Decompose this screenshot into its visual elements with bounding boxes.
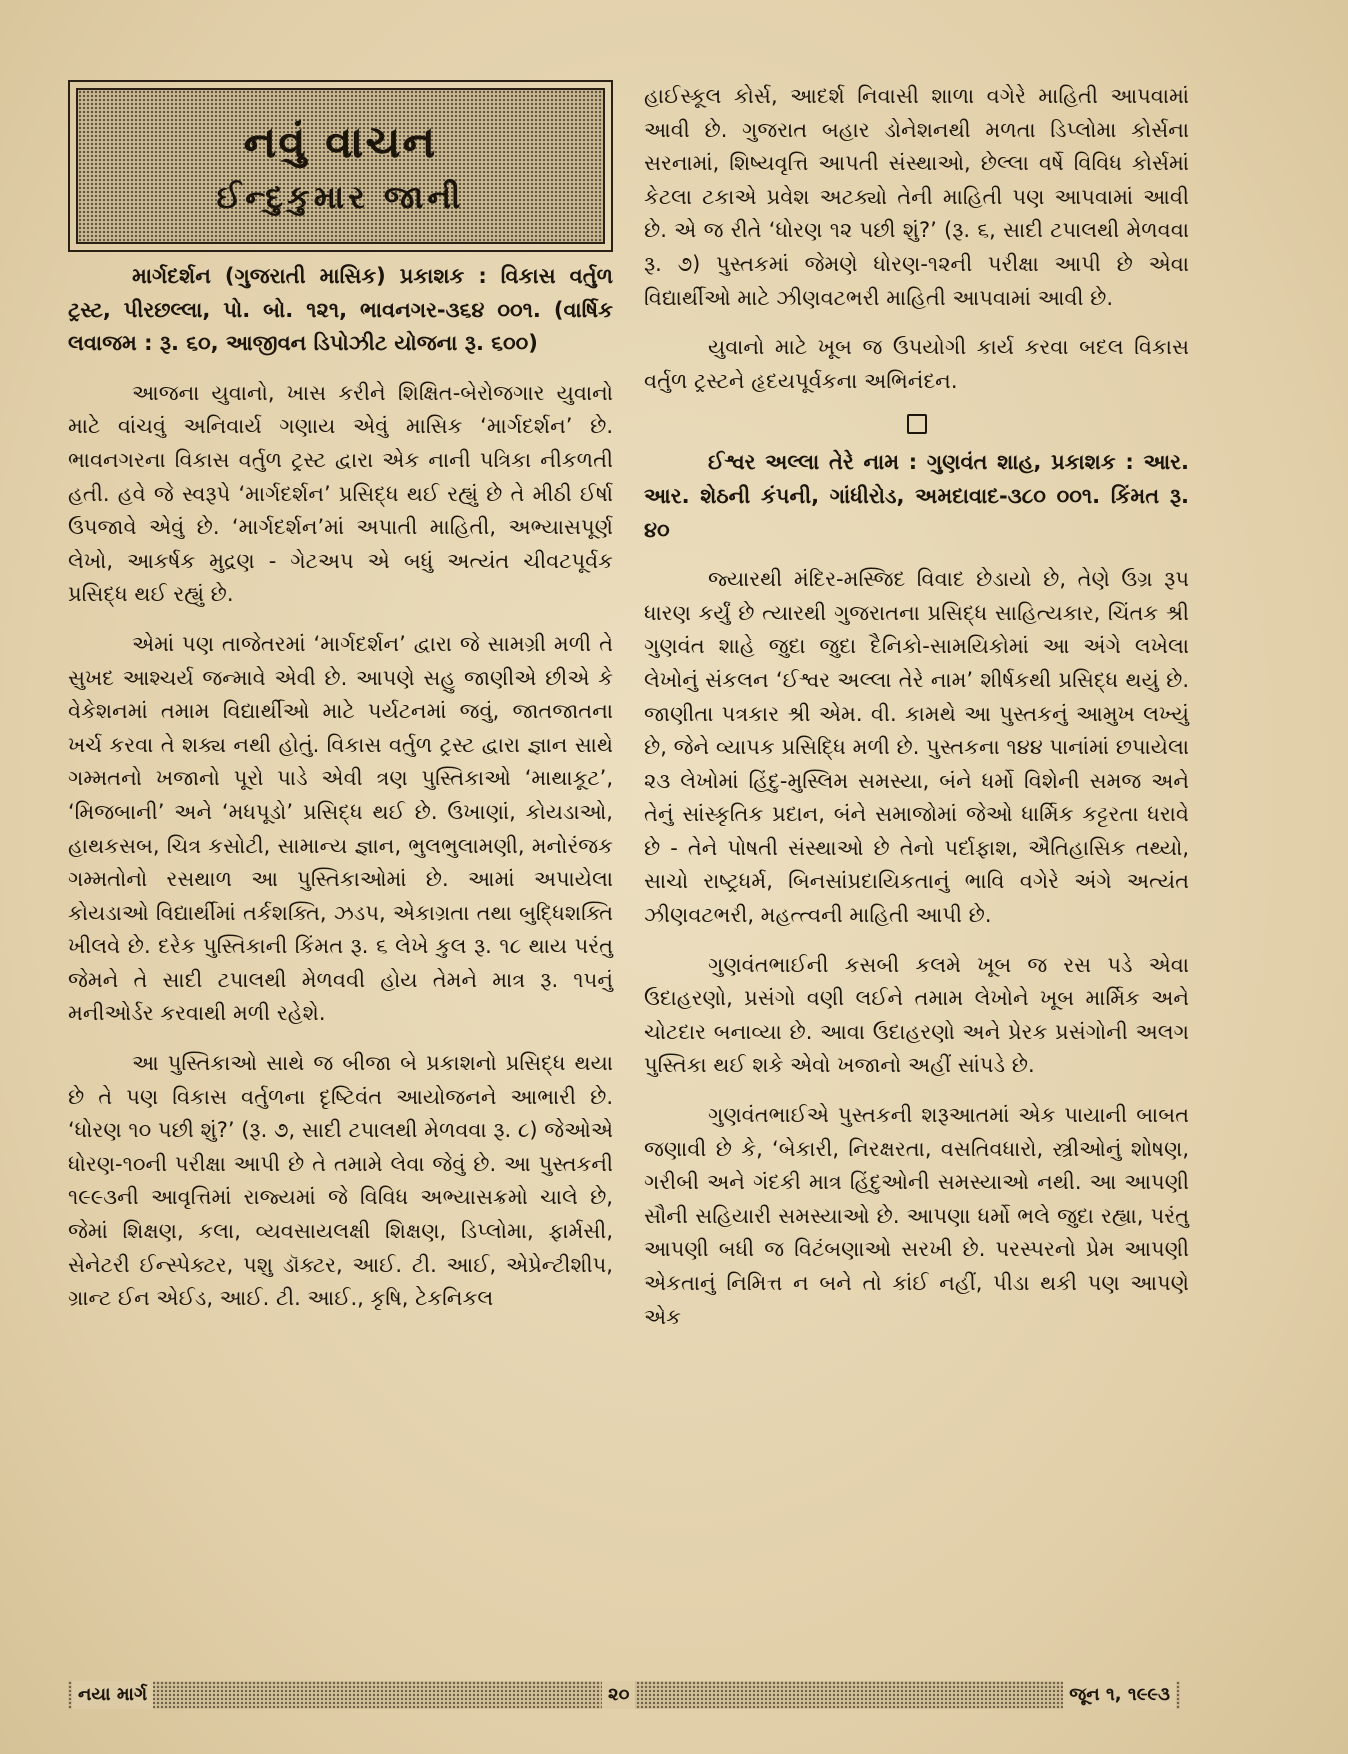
review1-heading: માર્ગદર્શન (ગુજરાતી માસિક) પ્રકાશક : વિકાસ વર્તુળ ટ્રસ્ટ, પીરછલ્લા, પો. બો. ૧૨૧, ભાવનગર-૩૬૪ ૦૦૧. (વાર્ષિક લવાજમ : રૂ. ૬૦, આજીવન ડિપોઝીટ યોજના રૂ. ૬૦૦)	[68, 264, 613, 356]
column-header-box	[68, 80, 613, 252]
column-author: ઈન્દુકુમાર જાની	[216, 178, 465, 216]
footer-page-number: ૨૦	[602, 1681, 635, 1709]
review1-paragraph-1: આજના યુવાનો, ખાસ કરીને શિક્ષિત-બેરોજગાર યુવાનો માટે વાંચવું અનિવાર્ય ગણાય એવું માસિક ‘માર્ગદર્શન’ છે. ભાવનગરના વિકાસ વર્તુળ ટ્રસ્ટ દ્વારા એક નાની પત્રિકા નીકળતી હતી. હવે જે સ્વરૂપે ‘માર્ગદર્શન’ પ્રસિદ્ધ થઈ રહ્યું છે તે મીઠી ઈર્ષા ઉપજાવે એવું છે. ‘માર્ગદર્શન’માં અપાતી માહિતી, અભ્યાસપૂર્ણ લેખો, આકર્ષક મુદ્રણ - ગેટઅપ એ બધું અત્યંત ચીવટપૂર્વક પ્રસિદ્ધ થઈ રહ્યું છે.	[68, 380, 613, 607]
footer-magazine-name: નયા માર્ગ	[72, 1681, 153, 1709]
page-footer	[68, 1681, 1180, 1709]
left-column	[68, 80, 613, 1332]
review2-paragraph-1: જ્યારથી મંદિર-મસ્જિદ વિવાદ છેડાયો છે, તેણે ઉગ્ર રૂપ ધારણ કર્યું છે ત્યારથી ગુજરાતના પ્રસિદ્ધ સાહિત્યકાર, ચિંતક શ્રી ગુણવંત શાહે જુદા જુદા દૈનિકો-સામયિકોમાં આ અંગે લખેલા લેખોનું સંકલન ‘ઈશ્વર અલ્લા તેરે નામ’ શીર્ષકથી પ્રસિદ્ધ થયું છે. જાણીતા પત્રકાર શ્રી એમ. વી. કામથે આ પુસ્તકનું આમુખ લખ્યું છે, જેને વ્યાપક પ્રસિદ્ધિ મળી છે. પુસ્તકના ૧૪૪ પાનાંમાં છપાયેલા ૨૩ લેખોમાં હિંદુ-મુસ્લિમ સમસ્યા, બંને ધર્મો વિશેની સમજ અને તેનું સાંસ્કૃતિક પ્રદાન, બંને સમાજોમાં જેઓ ધાર્મિક કટ્ટરતા ધરાવે છે - તેને પોષતી સંસ્થાઓ છે તેનો પર્દાફાશ, ઐતિહાસિક તથ્યો, સાચો રાષ્ટ્રધર્મ, બિનસાંપ્રદાયિકતાનું ભાવિ વગેરે અંગે અત્યંત ઝીણવટભરી, મહત્ત્વની માહિતી આપી છે.	[644, 567, 1189, 928]
right-column	[644, 80, 1189, 1350]
review2-paragraph-3: ગુણવંતભાઈએ પુસ્તકની શરૂઆતમાં એક પાયાની બાબત જણાવી છે કે, ‘બેકારી, નિરક્ષરતા, વસતિવધારો, સ્ત્રીઓનું શોષણ, ગરીબી અને ગંદકી માત્ર હિંદુઓની સમસ્યાઓ નથી. આ આપણી સૌની સહિયારી સમસ્યાઓ છે. આપણા ધર્મો ભલે જુદા રહ્યા, પરંતુ આપણી બધી જ વિટંબણાઓ સરખી છે. પરસ્પરનો પ્રેમ આપણી એકતાનું નિમિત્ત ન બને તો કાંઈ નહીં, પીડા થકી પણ આપણે એક	[644, 1103, 1189, 1329]
review1-paragraph-4: હાઈસ્કૂલ કોર્સ, આદર્શ નિવાસી શાળા વગેરે માહિતી આપવામાં આવી છે. ગુજરાત બહાર ડોનેશનથી મળતા ડિપ્લોમા કોર્સના સરનામાં, શિષ્યવૃત્તિ આપતી સંસ્થાઓ, છેલ્લા વર્ષે વિવિધ કોર્સમાં કેટલા ટકાએ પ્રવેશ અટક્યો તેની માહિતી પણ આપવામાં આવી છે. એ જ રીતે ‘ધોરણ ૧૨ પછી શું?’ (રૂ. ૬, સાદી ટપાલથી મેળવવા રૂ. ૭) પુસ્તકમાં જેમણે ધોરણ-૧૨ની પરીક્ષા આપી છે એવા વિદ્યાર્થીઓ માટે ઝીણવટભરી માહિતી આપવામાં આવી છે.	[644, 84, 1189, 310]
review2-heading: ઈશ્વર અલ્લા તેરે નામ : ગુણવંત શાહ, પ્રકાશક : આર. આર. શેઠની કંપની, ગાંધીરોડ, અમદાવાદ-૩૮૦ ૦૦૧. કિંમત રૂ. ૪૦	[644, 450, 1189, 542]
review1-paragraph-5: યુવાનો માટે ખૂબ જ ઉપયોગી કાર્ય કરવા બદલ વિકાસ વર્તુળ ટ્રસ્ટને હૃદયપૂર્વકના અભિનંદન.	[644, 335, 1189, 393]
section-separator-square-icon	[907, 414, 927, 434]
review1-paragraph-3: આ પુસ્તિકાઓ સાથે જ બીજા બે પ્રકાશનો પ્રસિદ્ધ થયા છે તે પણ વિકાસ વર્તુળના દૃષ્ટિવંત આયોજનને આભારી છે. ‘ધોરણ ૧૦ પછી શું?’ (રૂ. ૭, સાદી ટપાલથી મેળવવા રૂ. ૮) જેઓએ ધોરણ-૧૦ની પરીક્ષા આપી છે તે તમામે લેવા જેવું છે. આ પુસ્તકની ૧૯૯૩ની આવૃત્તિમાં રાજ્યમાં જે વિવિધ અભ્યાસક્રમો ચાલે છે, જેમાં શિક્ષણ, કલા, વ્યવસાયલક્ષી શિક્ષણ, ડિપ્લોમા, ફાર્મસી, સેનેટરી ઈન્સ્પેક્ટર, પશુ ડૉક્ટર, આઈ. ટી. આઈ, એપ્રેન્ટીશીપ, ગ્રાન્ટ ઈન એઈડ, આઈ. ટી. આઈ., કૃષિ, ટેકનિકલ	[68, 1051, 613, 1311]
review2-paragraph-2: ગુણવંતભાઈની કસબી કલમે ખૂબ જ રસ પડે એવા ઉદાહરણો, પ્રસંગો વણી લઈને તમામ લેખોને ખૂબ માર્મિક અને ચોટદાર બનાવ્યા છે. આવા ઉદાહરણો અને પ્રેરક પ્રસંગોની અલગ પુસ્તિકા થઈ શકે એવો ખજાનો અહીં સાંપડે છે.	[644, 952, 1189, 1078]
footer-date: જૂન ૧, ૧૯૯૩	[1063, 1681, 1176, 1709]
column-title: નવું વાચન	[243, 117, 438, 168]
column-header-inner	[76, 88, 605, 244]
review1-paragraph-2: એમાં પણ તાજેતરમાં ‘માર્ગદર્શન’ દ્વારા જે સામગ્રી મળી તે સુખદ આશ્ચર્ય જન્માવે એવી છે. આપણે સહુ જાણીએ છીએ કે વેકેશનમાં તમામ વિદ્યાર્થીઓ માટે પર્યટનમાં જવું, જાતજાતના ખર્ચ કરવા તે શક્ય નથી હોતું. વિકાસ વર્તુળ ટ્રસ્ટ દ્વારા જ્ઞાન સાથે ગમ્મતનો ખજાનો પૂરો પાડે એવી ત્રણ પુસ્તિકાઓ ‘માથાકૂટ’, ‘મિજબાની’ અને ‘મધપૂડો’ પ્રસિદ્ધ થઈ છે. ઉખાણાં, કોયડાઓ, હાથકસબ, ચિત્ર કસોટી, સામાન્ય જ્ઞાન, ભુલભુલામણી, મનોરંજક ગમ્મતોનો રસથાળ આ પુસ્તિકાઓમાં છે. આમાં અપાયેલા કોયડાઓ વિદ્યાર્થીમાં તર્કશક્તિ, ઝડપ, એકાગ્રતા તથા બુદ્ધિશક્તિ ખીલવે છે. દરેક પુસ્તિકાની કિંમત રૂ. ૬ લેખે કુલ રૂ. ૧૮ થાય પરંતુ જેમને તે સાદી ટપાલથી મેળવવી હોય તેમને માત્ર રૂ. ૧૫નું મનીઓર્ડર કરવાથી મળી રહેશે.	[68, 631, 613, 1026]
